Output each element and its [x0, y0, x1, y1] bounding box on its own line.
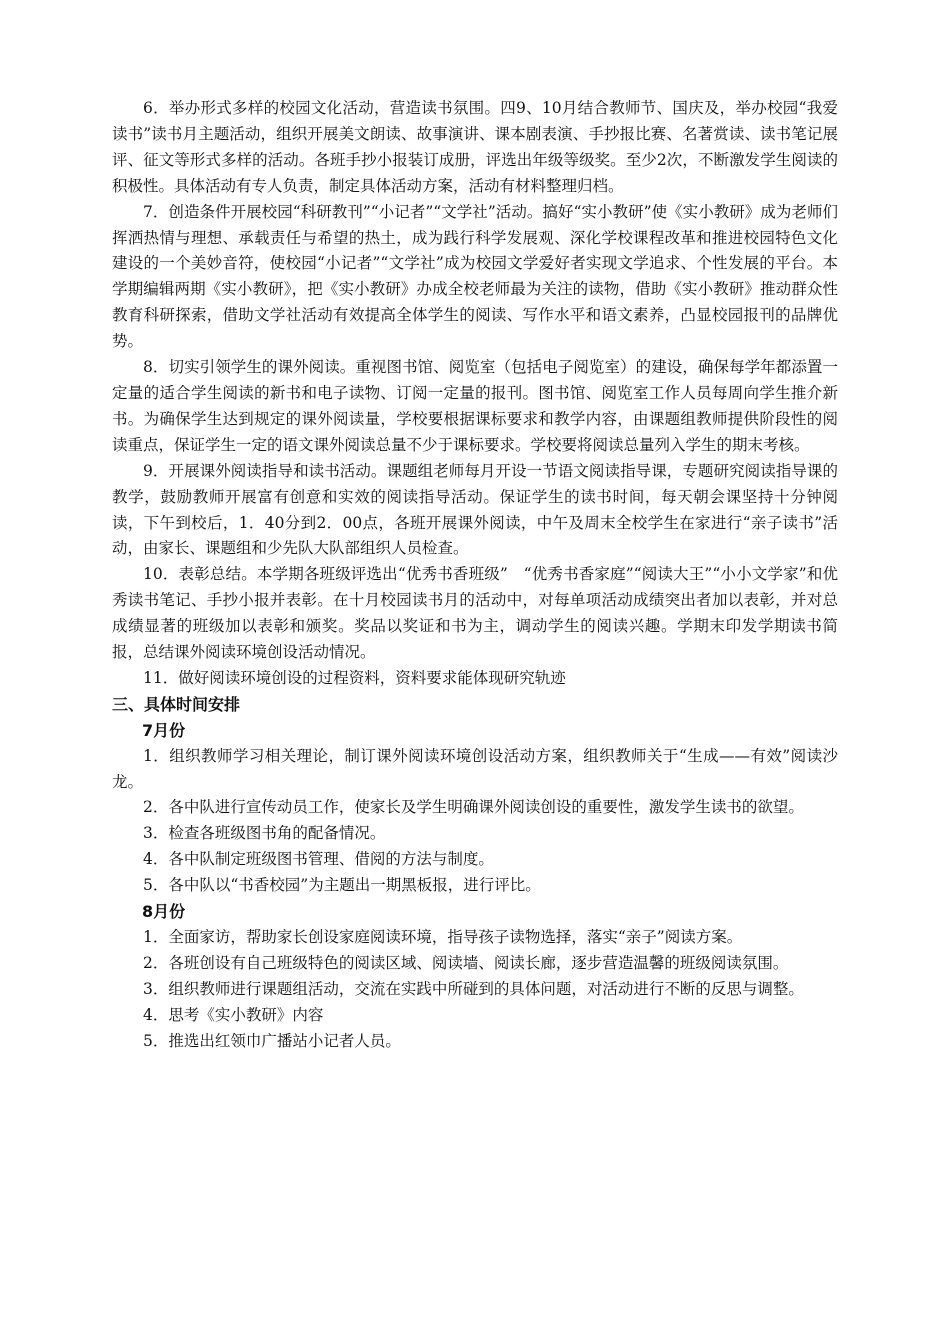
august-item-5: 5．推选出红领巾广播站小记者人员。	[143, 1031, 401, 1050]
july-item-4: 4．各中队制定班级图书管理、借阅的方法与制度。	[143, 850, 494, 869]
month-heading-august: 8月份	[142, 902, 186, 922]
august-item-1: 1．全面家访，帮助家长创设家庭阅读环境，指导孩子读物选择，落实“亲子”阅读方案。	[143, 928, 743, 946]
paragraph-item-8: 8．切实引领学生的课外阅读。重视图书馆、阅览室（包括电子阅览室）的建设，确保每学年都添置一定量的适合学生阅读的新书和电子读物、订阅一定量的报刊。图书馆、阅览室工作人员每周向学生推介新书。为确保学生达到规定的课外阅读量，学校要根据课标要求和教学内容，由课题组教师提供阶段性的阅读重点，保证学生一定的语文课外阅读总量不少于课标要求。学校要将阅读总量列入学生的期末考核。	[112, 358, 838, 454]
july-item-5: 5．各中队以“书香校园”为主题出一期黑板报，进行评比。	[143, 876, 541, 895]
august-item-2: 2．各班创设有自己班级特色的阅读区域、阅读墙、阅读长廊，逐步营造温馨的班级阅读氛围。	[143, 953, 789, 972]
month-heading-july: 7月份	[142, 720, 186, 740]
paragraph-item-9: 9．开展课外阅读指导和读书活动。课题组老师每月开设一节语文阅读指导课，专题研究阅读指导课的教学，鼓励教师开展富有创意和实效的阅读指导活动。保证学生的读书时间，每天朝会课坚持十分钟阅读，下午到校后，1．40分到2．00点，各班开展课外阅读，中午及周末全校学生在家进行“亲子读书”活动，由家长、课题组和少先队大队部组织人员检查。	[112, 461, 838, 558]
section-heading-schedule: 三、具体时间安排	[112, 694, 241, 714]
july-item-1: 1．组织教师学习相关理论，制订课外阅读环境创设活动方案，组织教师关于“生成——有效”阅读沙龙。	[112, 746, 838, 791]
august-item-3: 3．组织教师进行课题组活动，交流在实践中所碰到的具体问题，对活动进行不断的反思与调整。	[143, 979, 804, 998]
paragraph-item-7: 7．创造条件开展校园“科研教刊”“小记者”“文学社”活动。搞好“实小教研”使《实小教研》成为老师们挥洒热情与理想、承载责任与希望的热土，成为践行科学发展观、深化学校课程改革和推进校园特色文化建设的一个美妙音符，使校园“小记者”“文学社”成为校园文学爱好者实现文学追求、个性发展的平台。本学期编辑两期《实小教研》，把《实小教研》办成全校老师最为关注的读物，借助《实小教研》推动群众性教育科研探索，借助文学社活动有效提高全体学生的阅读、写作水平和语文素养，凸显校园报刊的品牌优势。	[112, 202, 838, 351]
paragraph-item-6: 6．举办形式多样的校园文化活动，营造读书氛围。四9、10月结合教师节、国庆及，举办校园“我爱读书”读书月主题活动，组织开展美文朗读、故事演讲、课本剧表演、手抄报比赛、名著赏读、读书笔记展评、征文等形式多样的活动。各班手抄小报装订成册，评选出年级等级奖。至少2次，不断激发学生阅读的积极性。具体活动有专人负责，制定具体活动方案，活动有材料整理归档。	[112, 99, 838, 195]
july-item-3: 3．检查各班级图书角的配备情况。	[143, 824, 386, 843]
paragraph-item-10: 10．表彰总结。本学期各班级评选出“优秀书香班级” “优秀书香家庭”“阅读大王”“小小文学家”和优秀读书笔记、手抄小报并表彰。在十月校园读书月的活动中，对每单项活动成绩突出者加以表彰，并对总成绩显著的班级加以表彰和颁奖。奖品以奖证和书为主，调动学生的阅读兴趣。学期末印发学期读书简报，总结课外阅读环境创设活动情况。	[112, 565, 838, 662]
paragraph-item-11: 11．做好阅读环境创设的过程资料，资料要求能体现研究轨迹	[143, 668, 566, 687]
document-page	[112, 96, 838, 1055]
august-item-4: 4．思考《实小教研》内容	[143, 1005, 324, 1024]
july-item-2: 2．各中队进行宣传动员工作，使家长及学生明确课外阅读创设的重要性，激发学生读书的欲望。	[143, 798, 804, 817]
